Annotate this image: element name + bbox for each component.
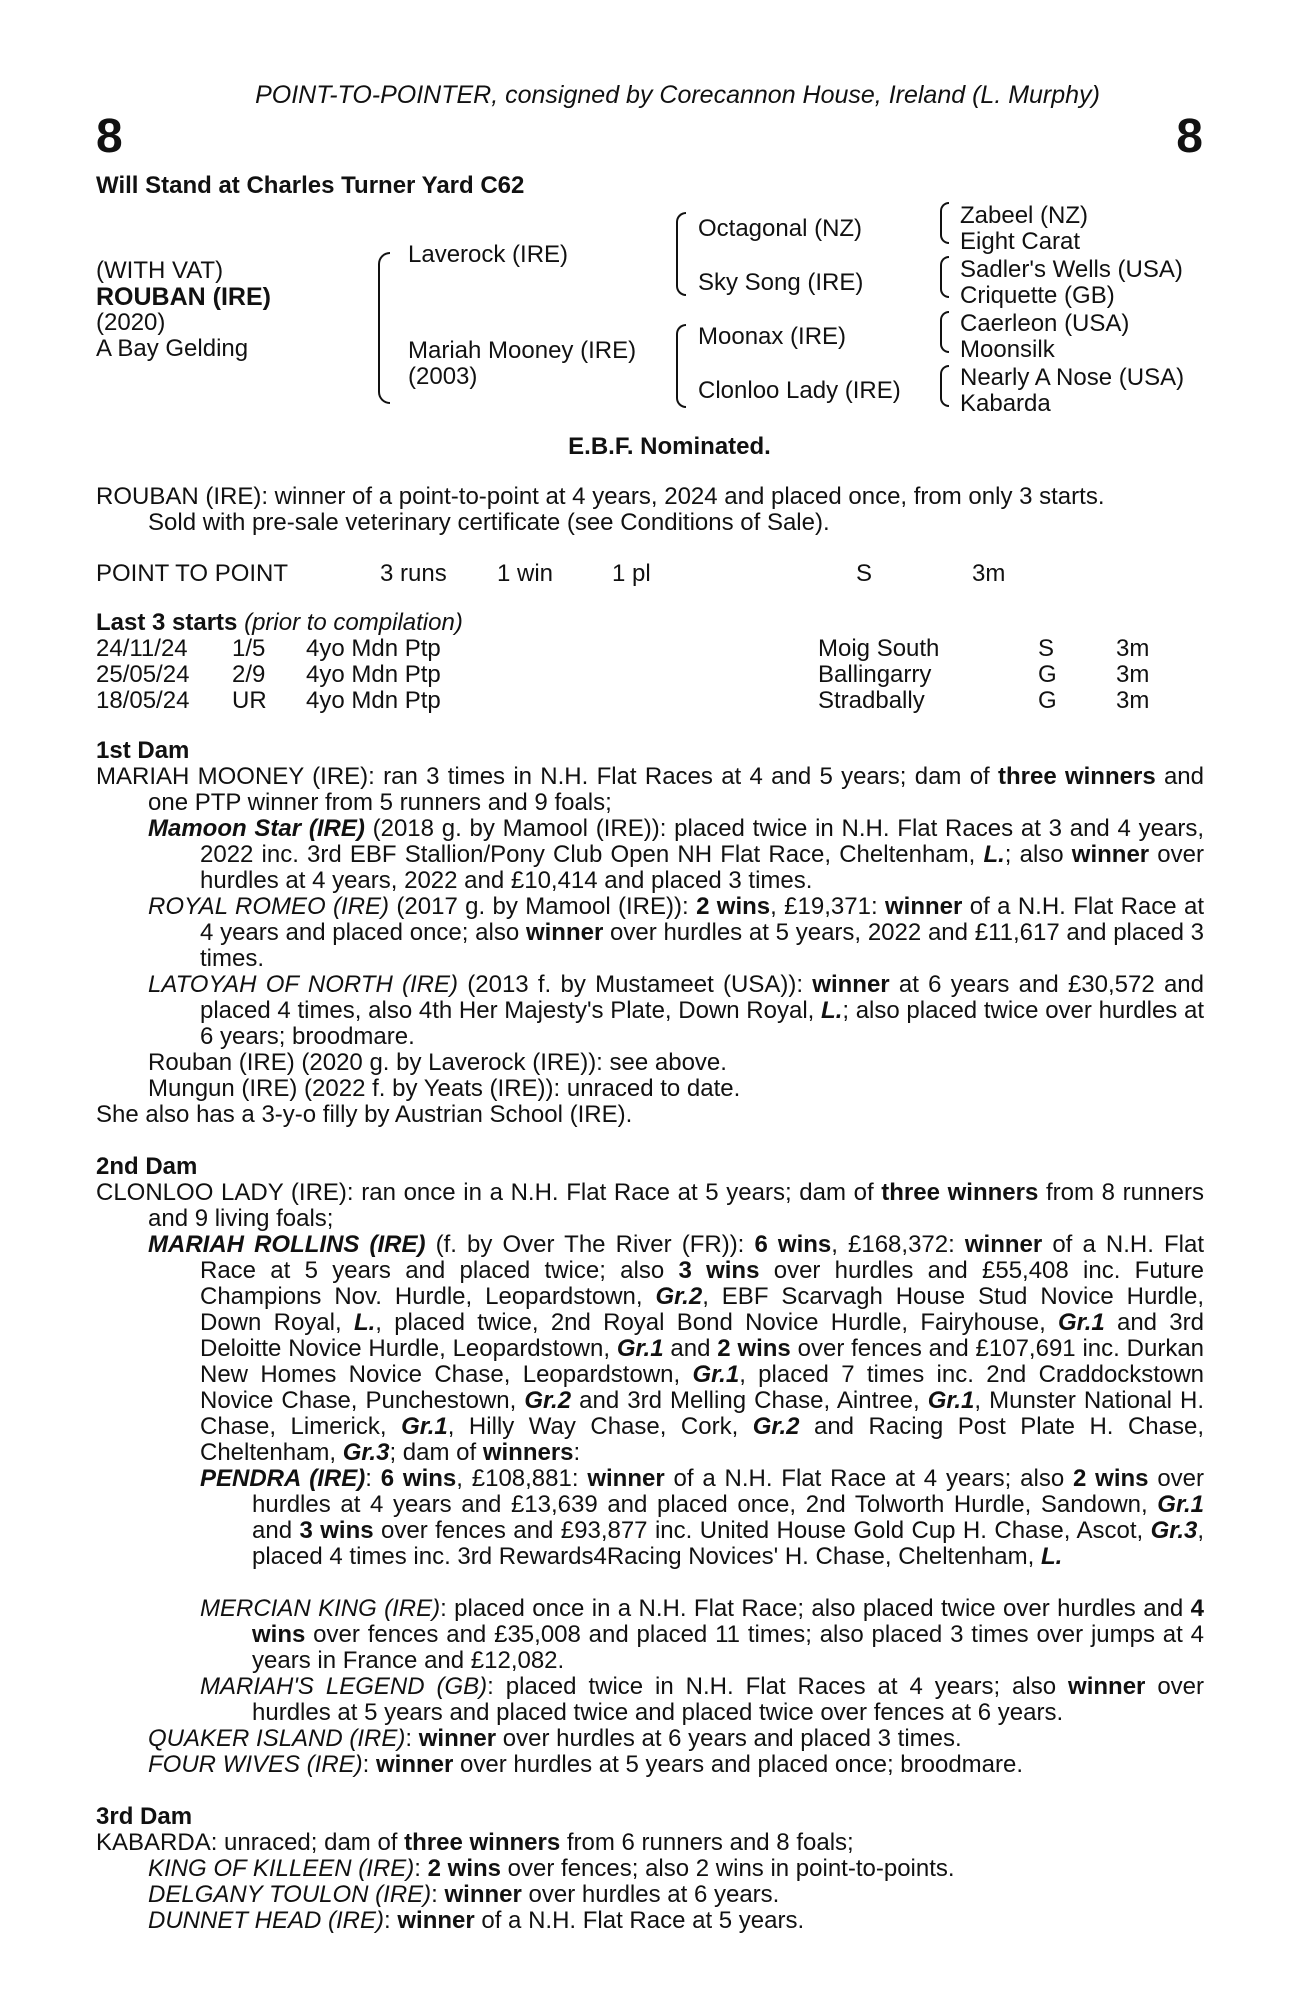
ggdam-3: Moonsilk: [960, 336, 1055, 363]
pedigree-bracket-g2: [940, 256, 949, 298]
ptp-going: S: [856, 560, 873, 587]
pedigree-bracket-dam: [676, 324, 686, 408]
ggsire-4: Nearly A Nose (USA): [960, 364, 1185, 391]
second-dam-title: 2nd Dam: [96, 1153, 198, 1180]
start-going: G: [1038, 687, 1057, 714]
dam-year: (2003): [408, 363, 478, 390]
start-date: 18/05/24: [96, 687, 190, 714]
ptp-runs: 3 runs: [380, 560, 447, 587]
start-course: Moig South: [818, 635, 940, 662]
pedigree-bracket-sire: [676, 212, 686, 296]
ebf-nomination: E.B.F. Nominated.: [568, 433, 771, 460]
horse-year: (2020): [96, 309, 166, 336]
start-race: 4yo Mdn Ptp: [306, 635, 441, 662]
start-position: 2/9: [232, 661, 266, 688]
first-dam-title: 1st Dam: [96, 737, 190, 764]
lot-number-left: 8: [96, 110, 123, 163]
start-going: S: [1038, 635, 1055, 662]
start-course: Ballingarry: [818, 661, 932, 688]
start-going: G: [1038, 661, 1057, 688]
lot-number-right: 8: [1176, 110, 1203, 163]
start-position: UR: [232, 687, 267, 714]
ggsire-3: Caerleon (USA): [960, 310, 1130, 337]
summary-line-2: Sold with pre-sale veterinary certificate (see Conditions of Sale).: [148, 509, 830, 536]
start-distance: 3m: [1116, 687, 1150, 714]
progeny-latoyah-of-north: LATOYAH OF NORTH (IRE) (2013 f. by Mustameet (USA)): winner at 6 years and £30,572 and placed 4 times, also 4th Her Majesty's Plate, Down Royal, L.; also placed twice over hurdles at 6 years; broodmare.: [148, 971, 1204, 1050]
start-distance: 3m: [1116, 661, 1150, 688]
progeny-mercian-king: MERCIAN KING (IRE): placed once in a N.H. Flat Race; also placed twice over hurdles and 4 wins over fences and £35,008 and placed 11 times; also placed 3 times over jumps at 4 years in France and £12,082.: [200, 1595, 1204, 1674]
last3-note: (prior to compilation): [244, 609, 463, 636]
ggsire-2: Sadler's Wells (USA): [960, 256, 1183, 283]
pedigree-bracket-main: [378, 252, 390, 404]
progeny-delgany-toulon: DELGANY TOULON (IRE): winner over hurdles at 6 years.: [148, 1881, 780, 1908]
ptp-wins: 1 win: [497, 560, 554, 587]
first-dam-filly-note: She also has a 3-y-o filly by Austrian School (IRE).: [96, 1101, 633, 1128]
summary-line-1: ROUBAN (IRE): winner of a point-to-point at 4 years, 2024 and placed once, from only 3 starts.: [96, 483, 1105, 510]
stand-location: Will Stand at Charles Turner Yard C62: [96, 172, 525, 199]
granddam-maternal: Clonloo Lady (IRE): [698, 377, 901, 404]
progeny-mariahs-legend: MARIAH'S LEGEND (GB): placed twice in N.H. Flat Races at 4 years; also winner over hurdles at 5 years and placed twice and placed twice over fences at 6 years.: [200, 1673, 1205, 1726]
ptp-placed: 1 pl: [612, 560, 651, 587]
progeny-royal-romeo: ROYAL ROMEO (IRE) (2017 g. by Mamool (IRE)): 2 wins, £19,371: winner of a N.H. Flat Race at 4 years and placed once; also winner over hurdles at 5 years, 2022 and £11,617 and placed 3 times.: [148, 893, 1205, 972]
start-race: 4yo Mdn Ptp: [306, 661, 441, 688]
catalogue-header: POINT-TO-POINTER, consigned by Corecannon House, Ireland (L. Murphy): [255, 81, 1100, 109]
horse-name: ROUBAN (IRE): [96, 283, 271, 311]
first-dam-intro: MARIAH MOONEY (IRE): ran 3 times in N.H. Flat Races at 4 and 5 years; dam of three winners and one PTP winner from 5 runners and 9 foals;: [96, 763, 1205, 816]
ggsire-1: Zabeel (NZ): [960, 202, 1089, 229]
progeny-mamoon-star: Mamoon Star (IRE) (2018 g. by Mamool (IRE)): placed twice in N.H. Flat Races at 3 and 4 years, 2022 inc. 3rd EBF Stallion/Pony Club Open NH Flat Race, Cheltenham, L.; also winner over hurdles at 4 years, 2022 and £10,414 and placed 3 times.: [148, 815, 1204, 894]
ptp-distance: 3m: [972, 560, 1006, 587]
start-date: 25/05/24: [96, 661, 190, 688]
progeny-king-of-killeen: KING OF KILLEEN (IRE): 2 wins over fences; also 2 wins in point-to-points.: [148, 1855, 955, 1882]
third-dam-intro: KABARDA: unraced; dam of three winners from 6 runners and 8 foals;: [96, 1829, 854, 1856]
ggdam-4: Kabarda: [960, 390, 1051, 417]
progeny-quaker-island: QUAKER ISLAND (IRE): winner over hurdles at 6 years and placed 3 times.: [148, 1725, 962, 1752]
progeny-pendra: PENDRA (IRE): 6 wins, £108,881: winner of a N.H. Flat Race at 4 years; also 2 wins over hurdles at 4 years and £13,639 and placed once, 2nd Tolworth Hurdle, Sandown, Gr.1 and 3 wins over fences and £93,877 inc. United House Gold Cup H. Chase, Ascot, Gr.3, placed 4 times inc. 3rd Rewards4Racing Novices' H. Chase, Cheltenham, L.: [200, 1465, 1205, 1570]
horse-description: A Bay Gelding: [96, 335, 249, 362]
second-dam-intro: CLONLOO LADY (IRE): ran once in a N.H. Flat Race at 5 years; dam of three winners from 8 runners and 9 living foals;: [96, 1179, 1204, 1232]
sire-name: Laverock (IRE): [408, 241, 569, 268]
progeny-mariah-rollins: MARIAH ROLLINS (IRE) (f. by Over The River (FR)): 6 wins, £168,372: winner of a N.H. Flat Race at 5 years and placed twice; also 3 wins over hurdles and £55,408 inc. Future Champions Nov. Hurdle, Leopardstown, Gr.2, EBF Scarvagh House Stud Novice Hurdle, Down Royal, L., placed twice, 2nd Royal Bond Novice Hurdle, Fairyhouse, Gr.1 and 3rd Deloitte Novice Hurdle, Leopardstown, Gr.1 and 2 wins over fences and £107,691 inc. Durkan New Homes Novice Chase, Leopardstown, Gr.1, placed 7 times inc. 2nd Craddockstown Novice Chase, Punchestown, Gr.2 and 3rd Melling Chase, Aintree, Gr.1, Munster National H. Chase, Limerick, Gr.1, Hilly Way Chase, Cork, Gr.2 and Racing Post Plate H. Chase, Cheltenham, Gr.3; dam of winners:: [148, 1231, 1205, 1466]
dam-name: Mariah Mooney (IRE): [408, 337, 637, 364]
progeny-mungun: Mungun (IRE) (2022 f. by Yeats (IRE)): unraced to date.: [148, 1075, 741, 1102]
pedigree-bracket-g3: [940, 311, 949, 353]
ggdam-2: Criquette (GB): [960, 282, 1115, 309]
progeny-rouban: Rouban (IRE) (2020 g. by Laverock (IRE)): see above.: [148, 1049, 727, 1076]
start-course: Stradbally: [818, 687, 925, 714]
start-distance: 3m: [1116, 635, 1150, 662]
last3-title: Last 3 starts: [96, 609, 238, 636]
progeny-dunnet-head: DUNNET HEAD (IRE): winner of a N.H. Flat Race at 5 years.: [148, 1907, 805, 1934]
start-race: 4yo Mdn Ptp: [306, 687, 441, 714]
grandsire-maternal: Moonax (IRE): [698, 323, 847, 350]
ptp-label: POINT TO POINT: [96, 560, 289, 587]
third-dam-title: 3rd Dam: [96, 1803, 193, 1830]
ggdam-1: Eight Carat: [960, 228, 1081, 255]
progeny-four-wives: FOUR WIVES (IRE): winner over hurdles at 5 years and placed once; broodmare.: [148, 1751, 1024, 1778]
start-date: 24/11/24: [96, 635, 188, 662]
pedigree-bracket-g1: [940, 202, 949, 244]
last3-heading: [96, 610, 463, 636]
granddam-paternal: Sky Song (IRE): [698, 269, 864, 296]
start-position: 1/5: [232, 635, 266, 662]
vat-label: (WITH VAT): [96, 257, 224, 284]
pedigree-bracket-g4: [940, 365, 949, 407]
grandsire-paternal: Octagonal (NZ): [698, 215, 863, 242]
